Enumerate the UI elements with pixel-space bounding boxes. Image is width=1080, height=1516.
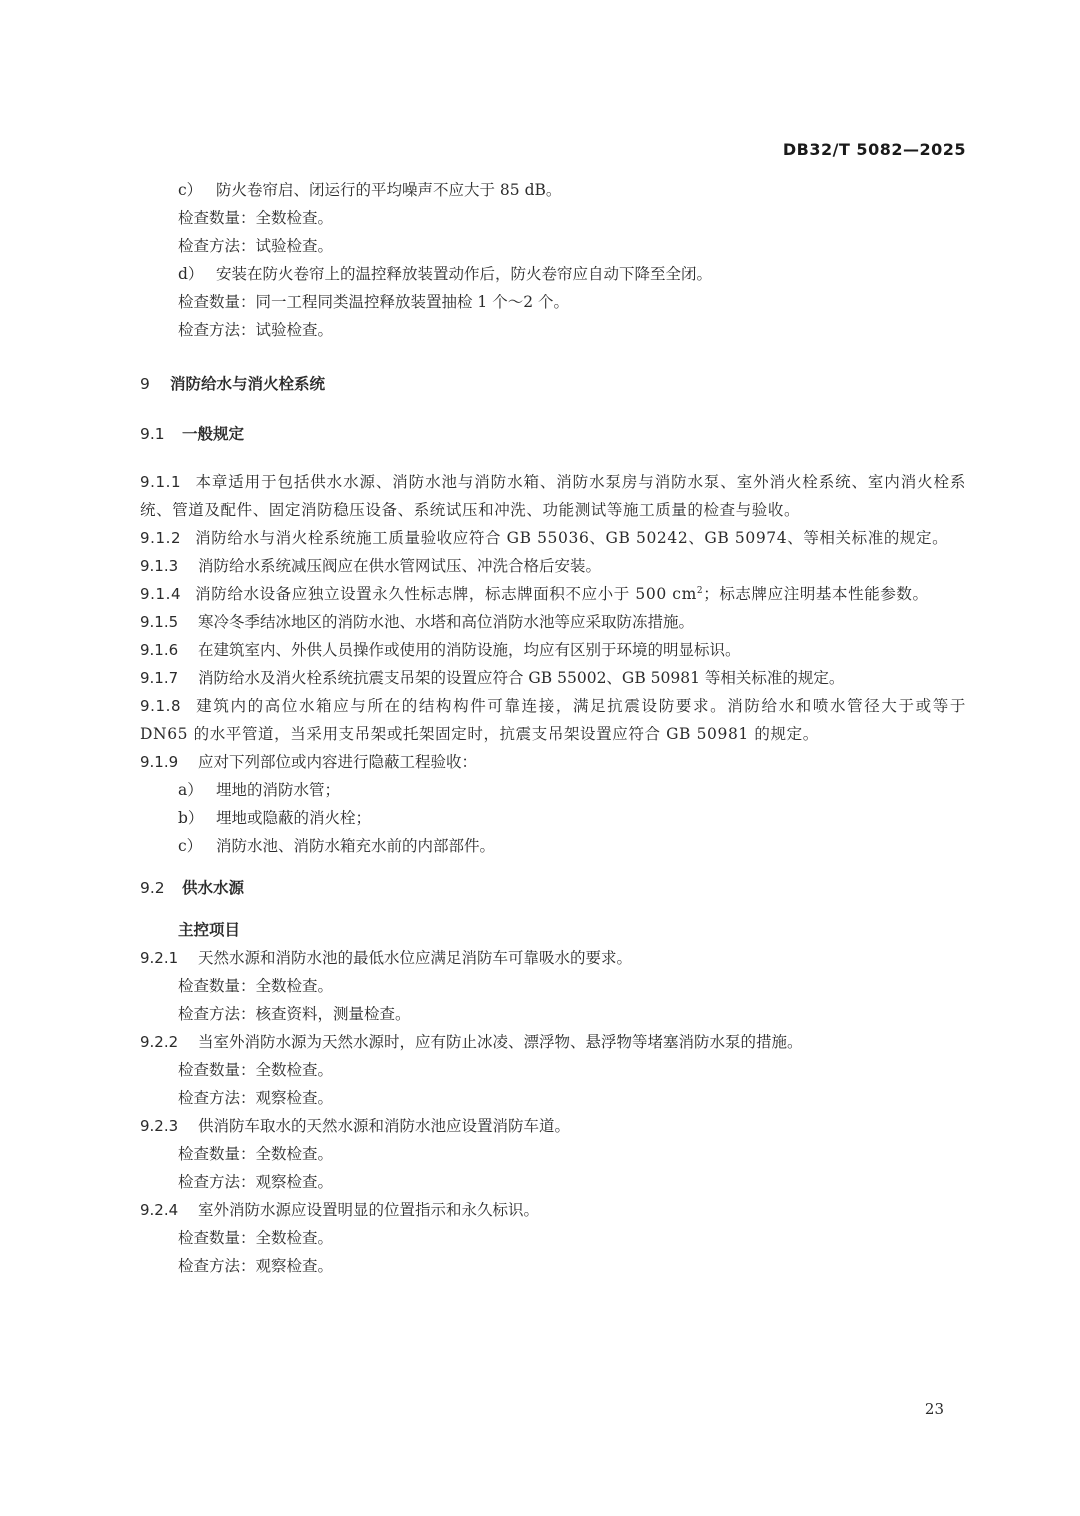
clause-text: 在建筑室内、外供人员操作或使用的消防设施，均应有区别于环境的明显标识。: [198, 641, 741, 659]
clause: [140, 748, 966, 776]
inspection-method: 检查方法：试验检查。: [178, 321, 334, 339]
subsection-number: 9.1: [140, 425, 165, 443]
clause-text: 本章适用于包括供水水源、消防水池与消防水箱、消防水泵房与消防水泵、室外消火栓系统、室内消火栓系统、管道及配件、固定消防稳压设备、系统试压和冲洗、功能测试等施工质量的检查与验收。: [140, 473, 966, 519]
clause-text: 消防给水及消火栓系统抗震支吊架的设置应符合 GB 55002、GB 50981 等相关标准的规定。: [198, 669, 845, 687]
item-label: b）: [178, 809, 204, 827]
clause-number: 9.1.3: [140, 557, 179, 575]
clause-text: 消防给水设备应独立设置永久性标志牌，标志牌面积不应小于 500 cm: [195, 585, 697, 603]
page-content: [140, 176, 966, 1280]
item-text: 安装在防火卷帘上的温控释放装置动作后，防火卷帘应自动下降至全闭。: [216, 265, 713, 283]
inspection-quantity: 检查数量：全数检查。: [178, 977, 334, 995]
list-item: [140, 260, 966, 288]
subsection-title: 一般规定: [182, 425, 245, 443]
clause: [140, 636, 966, 664]
document-code: DB32/T 5082—2025: [782, 140, 966, 159]
inspection-quantity: 检查数量：全数检查。: [178, 1145, 334, 1163]
clause-number: 9.1.9: [140, 753, 179, 771]
clause-text: 消防给水系统减压阀应在供水管网试压、冲洗合格后安装。: [198, 557, 602, 575]
inspection-method: 检查方法：试验检查。: [178, 237, 334, 255]
inspection-method: 检查方法：核查资料，测量检查。: [178, 1005, 411, 1023]
inspection-method: 检查方法：观察检查。: [178, 1257, 334, 1275]
subsection-number: 9.2: [140, 879, 165, 897]
inspection-method: 检查方法：观察检查。: [178, 1173, 334, 1191]
inspection-quantity: 检查数量：全数检查。: [178, 1061, 334, 1079]
item-label: a）: [178, 781, 203, 799]
item-text: 埋地或隐蔽的消火栓；: [216, 809, 372, 827]
clause: [140, 692, 966, 748]
clause-number: 9.1.5: [140, 613, 179, 631]
item-text: 消防水池、消防水箱充水前的内部部件。: [216, 837, 496, 855]
clause: [140, 580, 966, 608]
clause-text: 消防给水与消火栓系统施工质量验收应符合 GB 55036、GB 50242、GB 50974、等相关标准的规定。: [195, 529, 949, 547]
clause-text: 室外消防水源应设置明显的位置指示和永久标识。: [198, 1201, 540, 1219]
clause-number: 9.1.8: [140, 697, 182, 715]
clause: [140, 608, 966, 636]
clause-number: 9.2.4: [140, 1201, 179, 1219]
list-item: [140, 804, 966, 832]
superscript: 2: [696, 586, 704, 596]
clause-text: 天然水源和消防水池的最低水位应满足消防车可靠吸水的要求。: [198, 949, 633, 967]
item-label: d）: [178, 265, 204, 283]
clause: [140, 664, 966, 692]
subsection-title: 供水水源: [182, 879, 245, 897]
section-title: 消防给水与消火栓系统: [170, 375, 326, 393]
clause-number: 9.1.2: [140, 529, 182, 547]
section-heading: [140, 370, 966, 398]
inspection-method: 检查方法：观察检查。: [178, 1089, 334, 1107]
clause-text: 寒冷冬季结冰地区的消防水池、水塔和高位消防水池等应采取防冻措施。: [198, 613, 695, 631]
item-label: c）: [178, 837, 203, 855]
inspection-quantity: 检查数量：全数检查。: [178, 1229, 334, 1247]
subsection-heading: [140, 420, 966, 448]
clause: [140, 1028, 966, 1056]
clause-number: 9.2.1: [140, 949, 179, 967]
clause: [140, 1196, 966, 1224]
section-number: 9: [140, 375, 150, 393]
clause-number: 9.1.1: [140, 473, 182, 491]
item-label: c）: [178, 181, 203, 199]
clause-text: 供消防车取水的天然水源和消防水池应设置消防车道。: [198, 1117, 571, 1135]
subsection-heading: [140, 874, 966, 902]
clause-text: 当室外消防水源为天然水源时，应有防止冰凌、漂浮物、悬浮物等堵塞消防水泵的措施。: [198, 1033, 803, 1051]
clause: [140, 468, 966, 524]
inspection-quantity: 检查数量：同一工程同类温控释放装置抽检 1 个～2 个。: [178, 293, 570, 311]
clause: [140, 1112, 966, 1140]
list-item: [140, 776, 966, 804]
page-number: 23: [924, 1400, 944, 1418]
clause-number: 9.1.7: [140, 669, 179, 687]
clause-number: 9.2.2: [140, 1033, 179, 1051]
main-items-heading: 主控项目: [178, 921, 241, 939]
clause-text-continued: ；标志牌应注明基本性能参数。: [703, 585, 929, 603]
clause-number: 9.2.3: [140, 1117, 179, 1135]
inspection-quantity: 检查数量：全数检查。: [178, 209, 334, 227]
clause: [140, 552, 966, 580]
list-item: [140, 176, 966, 204]
item-text: 防火卷帘启、闭运行的平均噪声不应大于 85 dB。: [216, 181, 562, 199]
clause: [140, 524, 966, 552]
clause-text: 建筑内的高位水箱应与所在的结构构件可靠连接，满足抗震设防要求。消防给水和喷水管径大于或等于 DN65 的水平管道，当采用支吊架或托架固定时，抗震支吊架设置应符合 GB 50981 的规定。: [140, 697, 966, 743]
item-text: 埋地的消防水管；: [216, 781, 341, 799]
clause-number: 9.1.4: [140, 585, 182, 603]
clause-number: 9.1.6: [140, 641, 179, 659]
clause-text: 应对下列部位或内容进行隐蔽工程验收：: [198, 753, 478, 771]
list-item: [140, 832, 966, 860]
clause: [140, 944, 966, 972]
